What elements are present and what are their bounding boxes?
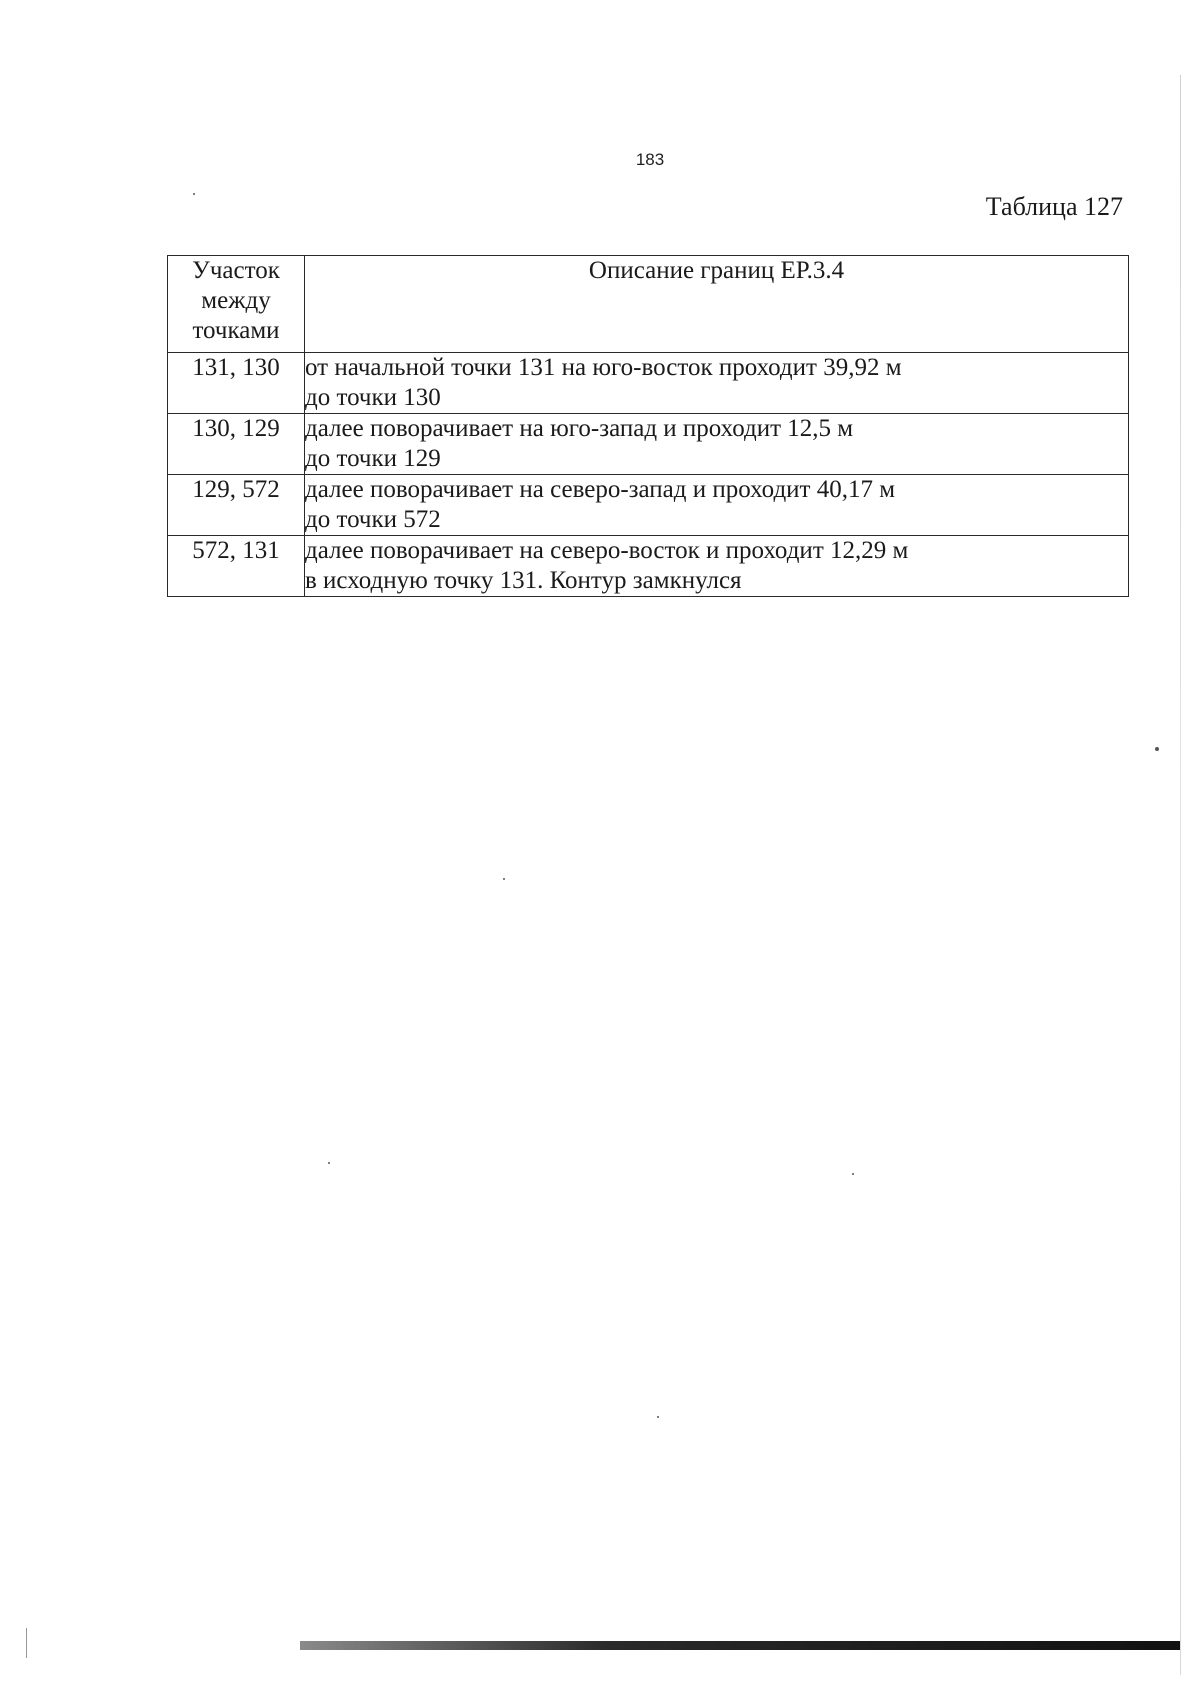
table-row bbox=[168, 475, 1129, 536]
scan-speck bbox=[503, 878, 505, 880]
scan-speck bbox=[328, 1162, 330, 1164]
table-header-row bbox=[168, 256, 1129, 353]
row-section: 129, 572 bbox=[168, 475, 305, 536]
description-line: в исходную точку 131. Контур замкнулся bbox=[305, 567, 742, 594]
row-section: 130, 129 bbox=[168, 414, 305, 475]
header-description: Описание границ ЕР.3.4 bbox=[305, 256, 1129, 353]
description-line: далее поворачивает на юго-запад и проходит 12,5 м bbox=[305, 415, 854, 442]
page-number: 183 bbox=[635, 150, 665, 169]
row-description bbox=[305, 536, 1129, 597]
description-line: далее поворачивает на северо-запад и проходит 40,17 м bbox=[305, 476, 896, 503]
header-section-line: Участок bbox=[192, 257, 280, 284]
scan-speck bbox=[657, 1416, 659, 1418]
footer-rule bbox=[300, 1641, 1180, 1650]
header-section bbox=[168, 256, 305, 353]
table-row bbox=[168, 414, 1129, 475]
scan-speck bbox=[193, 193, 195, 195]
boundary-table bbox=[167, 255, 1129, 597]
description-line: до точки 129 bbox=[305, 445, 441, 472]
table-row bbox=[168, 353, 1129, 414]
scan-edge-mark bbox=[26, 1628, 27, 1658]
header-section-line: точками bbox=[192, 317, 280, 344]
description-line: от начальной точки 131 на юго-восток проходит 39,92 м bbox=[305, 354, 902, 381]
row-description bbox=[305, 475, 1129, 536]
table-caption: Таблица 127 bbox=[985, 192, 1123, 221]
scan-speck bbox=[1155, 747, 1159, 751]
row-description bbox=[305, 353, 1129, 414]
row-section: 131, 130 bbox=[168, 353, 305, 414]
scan-margin-line bbox=[1180, 75, 1181, 1675]
description-line: до точки 572 bbox=[305, 506, 441, 533]
description-line: далее поворачивает на северо-восток и проходит 12,29 м bbox=[305, 537, 909, 564]
header-section-line: между bbox=[201, 287, 271, 314]
table-row bbox=[168, 536, 1129, 597]
scan-speck bbox=[852, 1173, 854, 1175]
description-line: до точки 130 bbox=[305, 384, 441, 411]
row-section: 572, 131 bbox=[168, 536, 305, 597]
row-description bbox=[305, 414, 1129, 475]
